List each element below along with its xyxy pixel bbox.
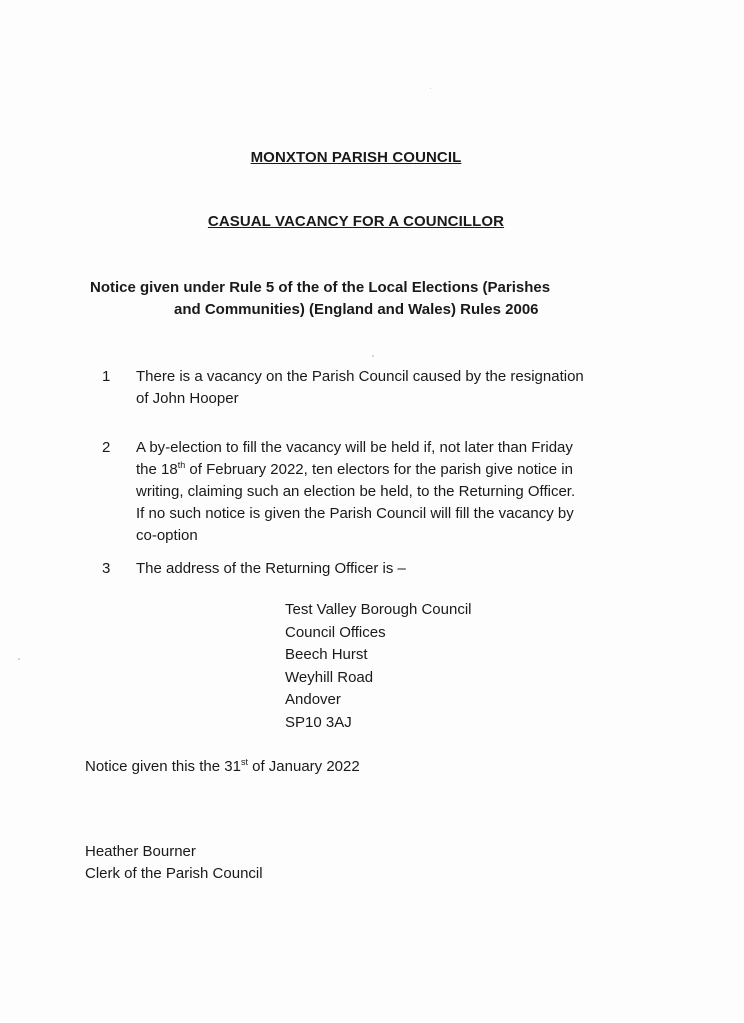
signature-block [85,841,263,885]
item-text [136,558,636,580]
address-line: Andover [285,691,341,708]
item-line: There is a vacancy on the Parish Council caused by the resignation [136,368,584,385]
address-line: Beech Hurst [285,646,368,663]
item-line-text: of February 2022, ten electors for the parish give notice in [185,461,573,478]
notice-rule-line-2: and Communities) (England and Wales) Rules 2006 [174,301,539,318]
vacancy-heading: CASUAL VACANCY FOR A COUNCILLOR [207,213,505,230]
item-number: 3 [102,560,111,577]
address-line: Weyhill Road [285,668,374,686]
item-line-text: the 18 [136,461,178,478]
address-line: Test Valley Borough Council [285,601,472,618]
council-name-heading: MONXTON PARISH COUNCIL [250,149,462,166]
address-line: Council Offices [285,623,386,641]
notice-given-text: Notice given this the 31 [85,758,241,775]
item-text [136,366,636,410]
item-line: The address of the Returning Officer is – [136,560,406,577]
scan-speck [18,658,20,660]
notice-rule-line-1: Notice given under Rule 5 of the of the Local Elections (Parishes [90,279,551,296]
scan-speck [372,355,374,357]
item-line: If no such notice is given the Parish Council will fill the vacancy by [136,505,574,522]
item-line: writing, claiming such an election be held, to the Returning Officer. [136,483,576,500]
item-line: A by-election to fill the vacancy will be held if, not later than Friday [136,439,573,456]
address-line: SP10 3AJ [285,713,352,731]
item-number: 1 [102,368,111,385]
item-line: of John Hooper [136,390,239,407]
ordinal-suffix: st [240,757,248,767]
notice-rule-heading [90,277,690,321]
item-text [136,437,636,547]
item-number: 2 [102,439,111,456]
notice-given-text: of January 2022 [247,758,360,775]
signatory-role: Clerk of the Parish Council [85,865,263,882]
item-line [136,459,636,481]
returning-officer-address [285,599,472,734]
ordinal-suffix: th [177,460,186,470]
scan-speck [430,88,431,89]
item-line: co-option [136,527,198,544]
signatory-name: Heather Bourner [85,843,196,860]
notice-given-date [85,756,360,778]
